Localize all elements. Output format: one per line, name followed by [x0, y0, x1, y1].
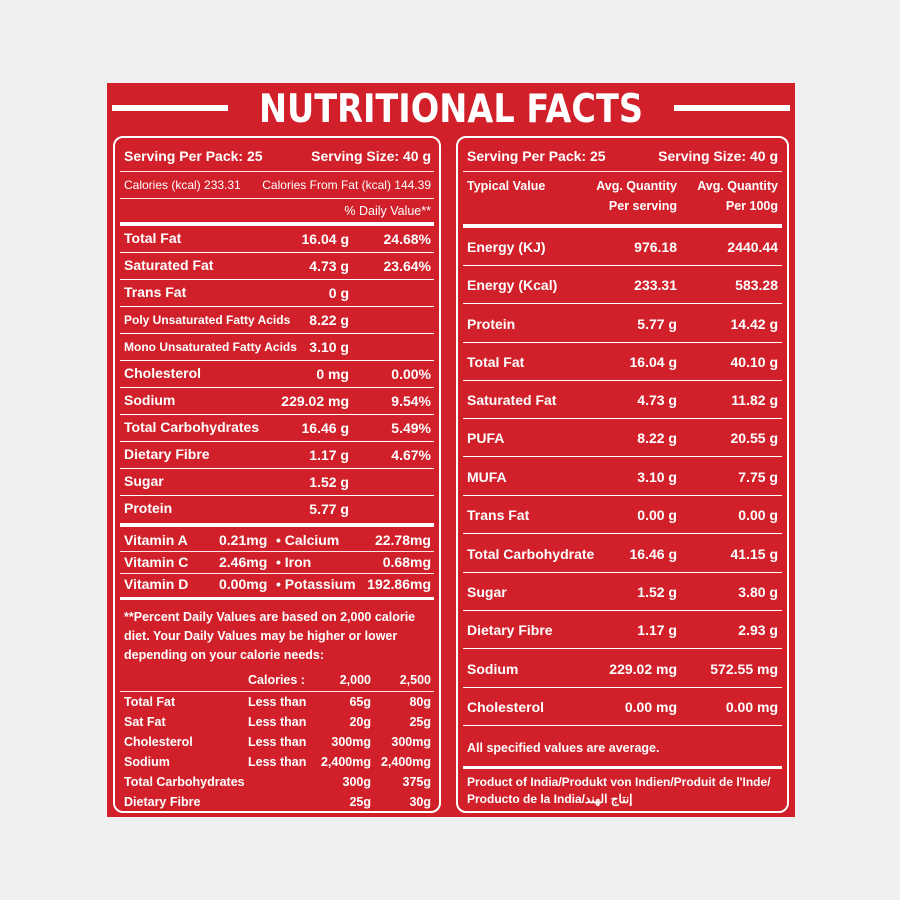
dv-nutrient: Sodium [124, 755, 170, 769]
dv-qualifier: Less than [248, 755, 307, 769]
col-per-serving-2: Per serving [608, 199, 677, 213]
vitamin-row [115, 529, 439, 551]
typical-per-serving: 16.46 g [629, 546, 677, 562]
typical-row [458, 650, 787, 688]
typical-row [458, 419, 787, 457]
nutrient-row [115, 226, 439, 253]
typical-per-100g: 572.55 mg [710, 661, 778, 677]
dv-row [115, 733, 439, 753]
nutrient-name: Saturated Fat [124, 257, 214, 273]
dv-row [115, 693, 439, 713]
nutrient-amount: 0 g [328, 285, 349, 301]
nutrient-row [115, 361, 439, 388]
nutrient-row [115, 388, 439, 415]
col-typical-value: Typical Value [467, 179, 546, 193]
typical-per-serving: 0.00 mg [624, 699, 677, 715]
typical-name: Sugar [467, 584, 507, 600]
nutrition-facts-panel [113, 136, 441, 813]
dv-nutrient: Sat Fat [124, 715, 166, 729]
vitamin-value: 2.46mg [219, 554, 268, 570]
col-per-serving-1: Avg. Quantity [596, 179, 677, 193]
thick-divider [120, 523, 434, 527]
dv-row [115, 753, 439, 773]
typical-per-100g: 0.00 g [738, 507, 778, 523]
nutrient-name: Total Carbohydrates [124, 419, 260, 435]
nutrient-amount: 229.02 mg [281, 393, 349, 409]
dv-2500-value: 300mg [391, 735, 431, 749]
dv-nutrient: Cholesterol [124, 735, 193, 749]
typical-per-serving: 1.17 g [637, 622, 677, 638]
dv-2500-value: 30g [409, 795, 431, 809]
dv-2500-value: 25g [409, 715, 431, 729]
mineral-value: 192.86mg [367, 576, 431, 592]
nutrient-row [115, 496, 439, 523]
typical-per-serving: 1.52 g [637, 584, 677, 600]
nutrient-row [115, 334, 439, 361]
nutrient-name: Protein [124, 500, 173, 516]
divider [120, 198, 434, 199]
typical-per-100g: 583.28 [735, 277, 778, 293]
dv-2000-value: 20g [349, 715, 371, 729]
typical-name: Energy (KJ) [467, 239, 546, 255]
vitamin-row [115, 573, 439, 595]
serving-per-pack: Serving Per Pack: 25 [467, 148, 606, 164]
calories-from-fat: Calories From Fat (kcal) 144.39 [262, 178, 431, 192]
nutrient-amount: 1.52 g [309, 474, 349, 490]
vitamin-name: Vitamin D [124, 576, 189, 592]
nutrient-amount: 8.22 g [309, 312, 349, 328]
typical-per-100g: 3.80 g [738, 584, 778, 600]
nutrient-name: Cholesterol [124, 365, 202, 381]
typical-row [458, 381, 787, 419]
vitamin-value: 0.00mg [219, 576, 268, 592]
nutrient-name: Total Fat [124, 230, 182, 246]
typical-name: Sodium [467, 661, 519, 677]
nutrient-daily-value: 24.68% [383, 231, 431, 247]
dv-2000-value: 300mg [331, 735, 371, 749]
typical-per-serving: 3.10 g [637, 469, 677, 485]
typical-row [458, 266, 787, 304]
col-per-100g-2: Per 100g [725, 199, 778, 213]
typical-name: Energy (Kcal) [467, 277, 558, 293]
serving-size: Serving Size: 40 g [311, 148, 431, 164]
typical-per-serving: 0.00 g [637, 507, 677, 523]
dv-nutrient: Total Fat [124, 695, 176, 709]
nutrient-name: Poly Unsaturated Fatty Acids [124, 313, 291, 327]
typical-per-100g: 2.93 g [738, 622, 778, 638]
typical-name: Protein [467, 316, 516, 332]
nutrient-name: Trans Fat [124, 284, 187, 300]
nutrient-amount: 16.46 g [301, 420, 349, 436]
thick-divider [120, 597, 434, 600]
nutrient-amount: 4.73 g [309, 258, 349, 274]
nutrient-row [115, 307, 439, 334]
origin-line: Producto de la India/إنتاج الهند [467, 792, 633, 806]
typical-name: Saturated Fat [467, 392, 557, 408]
footnote-line: **Percent Daily Values are based on 2,000 calorie [124, 610, 416, 624]
vitamin-row [115, 551, 439, 573]
dv-calories-label: Calories : [248, 673, 305, 687]
dv-qualifier: Less than [248, 715, 307, 729]
page-title: NUTRITIONAL FACTS [258, 87, 644, 132]
dv-2000-value: 65g [349, 695, 371, 709]
typical-row [458, 688, 787, 726]
title-row [107, 83, 795, 135]
dv-col-2000: 2,000 [339, 673, 371, 687]
col-per-100g-1: Avg. Quantity [697, 179, 778, 193]
divider [120, 691, 434, 692]
mineral-value: 22.78mg [374, 532, 431, 548]
typical-name: Dietary Fibre [467, 622, 553, 638]
typical-name: Cholesterol [467, 699, 545, 715]
mineral-value: 0.68mg [382, 554, 431, 570]
nutrient-daily-value: 5.49% [391, 420, 431, 436]
footnote-line: diet. Your Daily Values may be higher or lower [124, 629, 398, 643]
serving-per-pack: Serving Per Pack: 25 [124, 148, 263, 164]
vitamin-value: 0.21mg [219, 532, 268, 548]
typical-row [458, 228, 787, 266]
serving-size: Serving Size: 40 g [658, 148, 778, 164]
nutrient-daily-value: 0.00% [391, 366, 431, 382]
title-rule-right [674, 105, 790, 111]
footnote-line: depending on your calorie needs: [124, 648, 325, 662]
nutrition-label [107, 83, 795, 817]
typical-per-100g: 11.82 g [731, 392, 778, 408]
dv-row [115, 773, 439, 793]
dv-2000-value: 300g [342, 775, 371, 789]
typical-name: Trans Fat [467, 507, 530, 523]
typical-name: Total Fat [467, 354, 525, 370]
dv-header-row [115, 671, 439, 691]
nutrient-row [115, 280, 439, 307]
nutrient-amount: 5.77 g [309, 501, 349, 517]
typical-row [458, 573, 787, 611]
nutrient-amount: 1.17 g [309, 447, 349, 463]
typical-per-serving: 976.18 [634, 239, 677, 255]
nutrient-amount: 0 mg [316, 366, 349, 382]
dv-nutrient: Total Carbohydrates [124, 775, 245, 789]
average-note: All specified values are average. [467, 741, 660, 755]
nutrient-daily-value: 4.67% [391, 447, 431, 463]
mineral-name: • Calcium [276, 532, 340, 548]
typical-row [458, 535, 787, 573]
nutrient-row [115, 415, 439, 442]
typical-per-100g: 41.15 g [730, 546, 778, 562]
dv-2000-value: 25g [349, 795, 371, 809]
typical-name: Total Carbohydrate [467, 546, 595, 562]
nutrient-name: Sugar [124, 473, 164, 489]
nutrient-amount: 3.10 g [309, 339, 349, 355]
typical-per-100g: 20.55 g [730, 430, 778, 446]
nutrient-name: Sodium [124, 392, 176, 408]
nutrient-daily-value: 23.64% [383, 258, 431, 274]
dv-col-2500: 2,500 [399, 673, 431, 687]
typical-row [458, 458, 787, 496]
origin-line: Product of India/Produkt von Indien/Produit de l'Inde/ [467, 775, 771, 789]
dv-qualifier: Less than [248, 695, 307, 709]
typical-row [458, 343, 787, 381]
dv-2500-value: 375g [402, 775, 431, 789]
dv-2500-value: 2,400mg [380, 755, 431, 769]
divider [463, 171, 782, 172]
mineral-name: • Iron [276, 554, 312, 570]
dv-row [115, 793, 439, 813]
typical-row [458, 305, 787, 343]
typical-per-100g: 7.75 g [738, 469, 778, 485]
vitamin-name: Vitamin C [124, 554, 189, 570]
divider [120, 171, 434, 172]
dv-2500-value: 80g [409, 695, 431, 709]
nutrient-row [115, 469, 439, 496]
typical-per-serving: 229.02 mg [609, 661, 677, 677]
typical-per-serving: 4.73 g [637, 392, 677, 408]
typical-row [458, 496, 787, 534]
typical-per-serving: 8.22 g [637, 430, 677, 446]
typical-values-panel [456, 136, 789, 813]
typical-name: MUFA [467, 469, 507, 485]
nutrient-daily-value: 9.54% [391, 393, 431, 409]
typical-row [458, 611, 787, 649]
calories: Calories (kcal) 233.31 [124, 178, 241, 192]
typical-per-100g: 2440.44 [727, 239, 778, 255]
mineral-name: • Potassium [276, 576, 356, 592]
dv-nutrient: Dietary Fibre [124, 795, 201, 809]
daily-value-header: % Daily Value** [344, 204, 431, 218]
nutrient-row [115, 442, 439, 469]
typical-per-serving: 5.77 g [637, 316, 677, 332]
nutrient-row [115, 253, 439, 280]
typical-per-serving: 233.31 [634, 277, 677, 293]
typical-name: PUFA [467, 430, 505, 446]
dv-row [115, 713, 439, 733]
typical-per-serving: 16.04 g [629, 354, 677, 370]
dv-2000-value: 2,400mg [320, 755, 371, 769]
thick-divider [463, 766, 782, 769]
nutrient-amount: 16.04 g [301, 231, 349, 247]
vitamin-name: Vitamin A [124, 532, 188, 548]
typical-per-100g: 40.10 g [730, 354, 778, 370]
nutrient-name: Mono Unsaturated Fatty Acids [124, 340, 297, 354]
typical-per-100g: 0.00 mg [725, 699, 778, 715]
typical-per-100g: 14.42 g [730, 316, 778, 332]
dv-qualifier: Less than [248, 735, 307, 749]
nutrient-name: Dietary Fibre [124, 446, 210, 462]
